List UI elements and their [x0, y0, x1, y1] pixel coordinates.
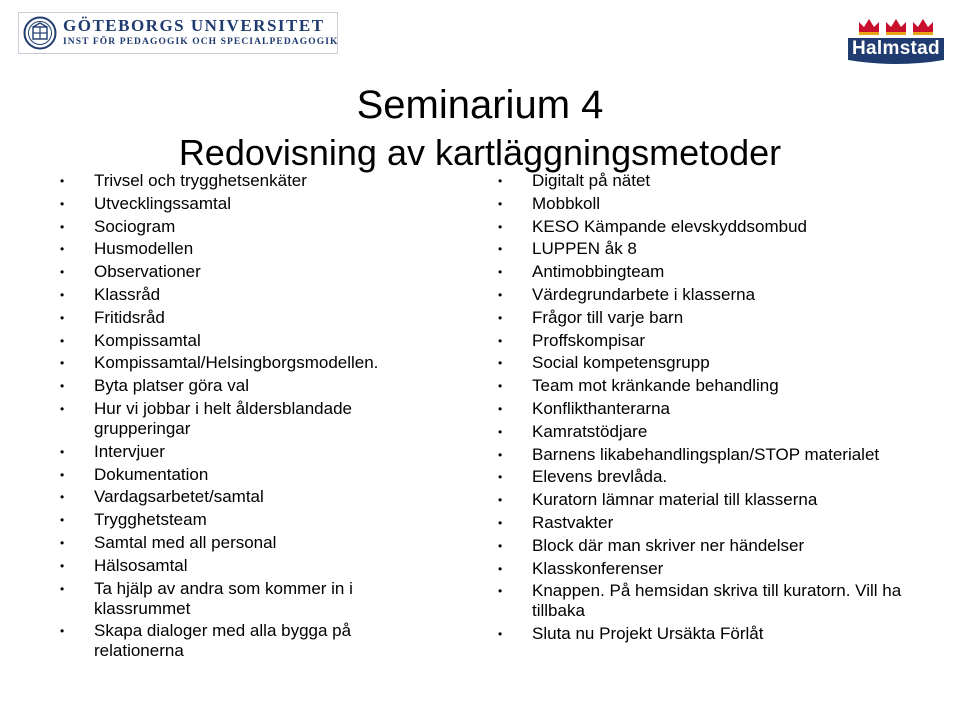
list-item: • Sluta nu Projekt Ursäkta Förlåt: [498, 624, 938, 644]
institute-name: INST FÖR PEDAGOGIK OCH SPECIALPEDAGOGIK: [63, 37, 339, 47]
list-item: • Rastvakter: [498, 513, 938, 533]
list-item: • Hälsosamtal: [60, 556, 440, 576]
list-item: • Observationer: [60, 262, 440, 282]
list-item: • Barnens likabehandlingsplan/STOP materialet: [498, 445, 938, 465]
list-item: • Ta hjälp av andra som kommer in i klassrummet: [60, 579, 440, 619]
list-item: • Kompissamtal/Helsingborgsmodellen.: [60, 353, 440, 373]
list-item: • Fritidsråd: [60, 308, 440, 328]
list-item: • Kompissamtal: [60, 331, 440, 351]
list-item: • Trygghetsteam: [60, 510, 440, 530]
halmstad-logo: [846, 14, 946, 64]
crowns-icon: [858, 16, 936, 36]
list-item: • Kamratstödjare: [498, 422, 938, 442]
list-item: • Klassråd: [60, 285, 440, 305]
university-seal-icon: [23, 16, 57, 50]
list-item: • Kuratorn lämnar material till klasserna: [498, 490, 938, 510]
slide-subtitle: Redovisning av kartläggningsmetoder: [178, 132, 782, 173]
list-item: • Värdegrundarbete i klasserna: [498, 285, 938, 305]
list-item: • Knappen. På hemsidan skriva till kuratorn. Vill ha tillbaka: [498, 581, 938, 621]
list-item: • KESO Kämpande elevskyddsombud: [498, 217, 938, 237]
list-item: • Husmodellen: [60, 239, 440, 259]
list-item: • Utvecklingssamtal: [60, 194, 440, 214]
right-bullet-list: [498, 171, 938, 647]
list-item: • Intervjuer: [60, 442, 440, 462]
gu-logo: [18, 12, 338, 54]
list-item: • Byta platser göra val: [60, 376, 440, 396]
list-item: • Social kompetensgrupp: [498, 353, 938, 373]
list-item: • Dokumentation: [60, 465, 440, 485]
list-item: • LUPPEN åk 8: [498, 239, 938, 259]
list-item: • Digitalt på nätet: [498, 171, 938, 191]
list-item: • Team mot kränkande behandling: [498, 376, 938, 396]
halmstad-wordmark: Halmstad: [852, 38, 940, 59]
list-item: • Block där man skriver ner händelser: [498, 536, 938, 556]
university-name: GÖTEBORGS UNIVERSITET: [63, 16, 325, 35]
list-item: • Hur vi jobbar i helt åldersblandade grupperingar: [60, 399, 440, 439]
list-item: • Proffskompisar: [498, 331, 938, 351]
list-item: • Frågor till varje barn: [498, 308, 938, 328]
list-item: • Konflikthanterarna: [498, 399, 938, 419]
list-item: • Samtal med all personal: [60, 533, 440, 553]
list-item: • Sociogram: [60, 217, 440, 237]
list-item: • Elevens brevlåda.: [498, 467, 938, 487]
list-item: • Mobbkoll: [498, 194, 938, 214]
list-item: • Vardagsarbetet/samtal: [60, 487, 440, 507]
list-item: • Antimobbingteam: [498, 262, 938, 282]
left-bullet-list: [60, 171, 440, 664]
slide-title: Seminarium 4: [356, 83, 604, 127]
list-item: • Klasskonferenser: [498, 559, 938, 579]
list-item: • Skapa dialoger med alla bygga på relationerna: [60, 621, 440, 661]
list-item: • Trivsel och trygghetsenkäter: [60, 171, 440, 191]
